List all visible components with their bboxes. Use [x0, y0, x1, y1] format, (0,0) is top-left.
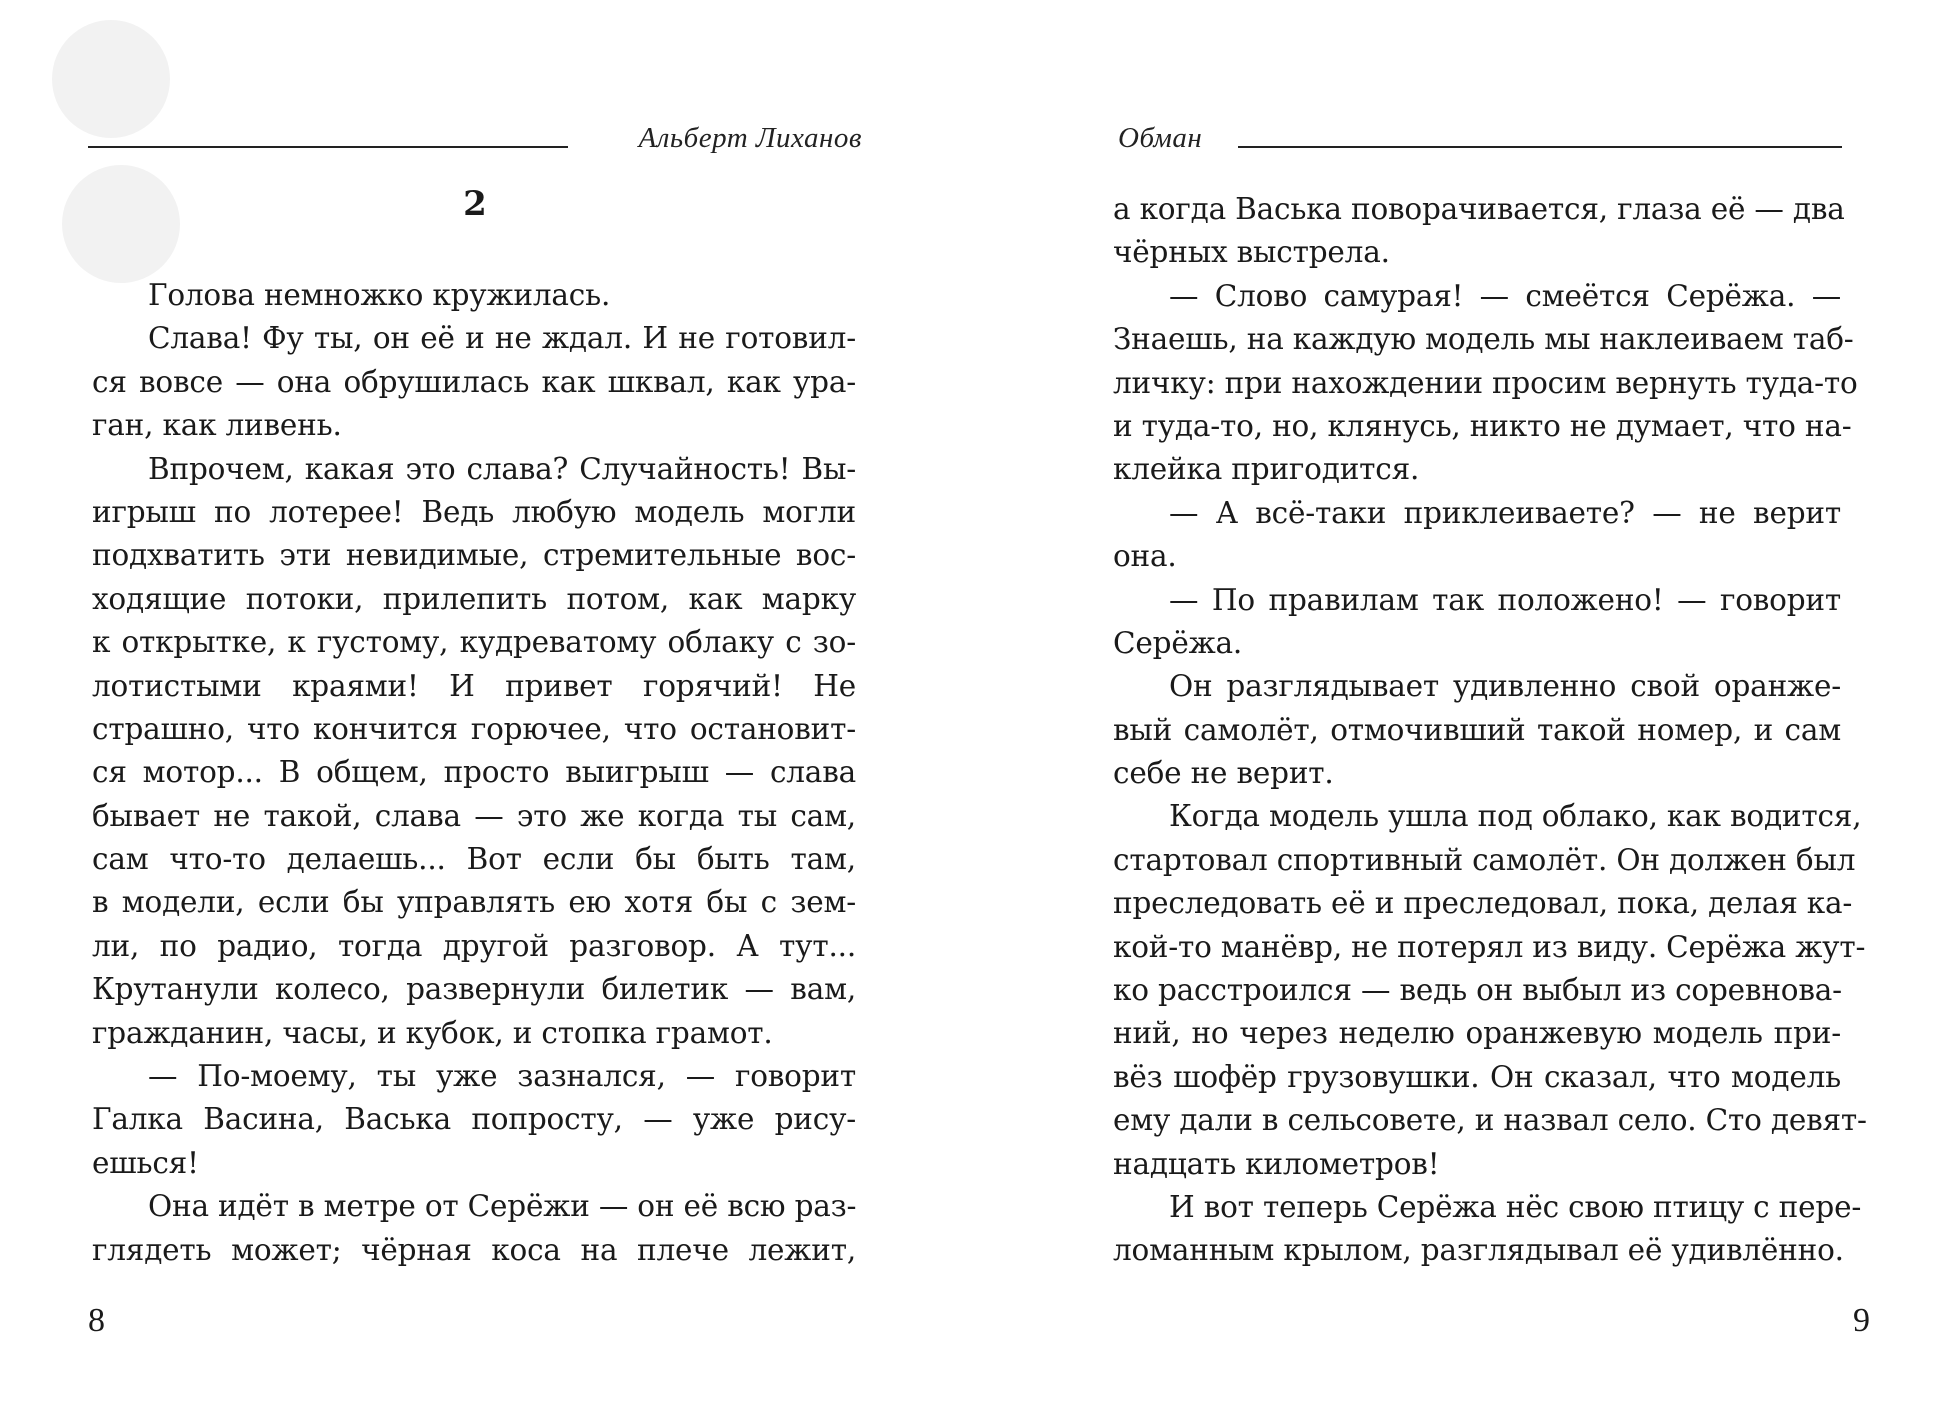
text-line: — По-моему, ты уже зазнался, — говорит: [148, 1059, 856, 1094]
text-line: — Слово самурая! — смеётся Серёжа. —: [1169, 278, 1841, 313]
text-line: Галка Васина, Васька попросту, — уже рису-: [92, 1102, 856, 1137]
text-line: Серёжа.: [1113, 625, 1243, 660]
book-title: Обман: [1118, 122, 1203, 154]
text-line: ломанным крылом, разглядывал её удивлённо.: [1113, 1233, 1844, 1268]
text-line: Впрочем, какая это слава? Случайность! Вы-: [148, 451, 856, 486]
body-text: [1113, 188, 1867, 1273]
decorative-circle: [62, 165, 180, 283]
text-line: ешься!: [92, 1145, 199, 1180]
text-line: Знаешь, на каждую модель мы наклеиваем таб-: [1113, 322, 1854, 357]
text-line: преследовать её и преследовал, пока, делая ка-: [1113, 886, 1853, 921]
text-line: себе не верит.: [1113, 756, 1334, 791]
text-line: в модели, если бы управлять ею хотя бы с зем-: [92, 885, 856, 920]
body-text: [92, 274, 856, 1272]
text-line: ко расстроился — ведь он выбыл из соревнова-: [1113, 973, 1842, 1008]
text-line: игрыш по лотерее! Ведь любую модель могли: [92, 494, 856, 529]
text-line: стартовал спортивный самолёт. Он должен был: [1113, 842, 1856, 877]
text-line: ходящие потоки, прилепить потом, как марку: [92, 581, 856, 616]
text-line: ний, но через неделю оранжевую модель при-: [1113, 1016, 1841, 1051]
page-number: 8: [88, 1302, 105, 1339]
text-line: вый самолёт, отмочивший такой номер, и сам: [1113, 712, 1841, 747]
text-line: — По правилам так положено! — говорит: [1169, 582, 1841, 617]
text-line: и туда-то, но, клянусь, никто не думает, что на-: [1113, 408, 1852, 443]
text-line: Слава! Фу ты, он её и не ждал. И не готовил-: [148, 321, 856, 356]
text-line: чёрных выстрела.: [1113, 235, 1390, 270]
text-line: И вот теперь Серёжа нёс свою птицу с пере-: [1169, 1189, 1862, 1224]
text-line: страшно, что кончится горючее, что остановит-: [92, 711, 856, 746]
text-line: Она идёт в метре от Серёжи — он её всю раз-: [148, 1189, 857, 1224]
text-line: к открытке, к густому, кудреватому облаку с зо-: [92, 625, 856, 660]
text-line: бывает не такой, слава — это же когда ты сам,: [92, 798, 856, 833]
text-line: сам что-то делаешь... Вот если бы быть там,: [92, 842, 856, 877]
text-line: личку: при нахождении просим вернуть туда-то: [1113, 365, 1858, 400]
header-rule: [1238, 146, 1842, 148]
page-number: 9: [1853, 1302, 1870, 1339]
right-page: [972, 0, 1943, 1408]
text-line: подхватить эти невидимые, стремительные вос-: [92, 538, 856, 573]
text-line: — А всё-таки приклеиваете? — не верит: [1169, 495, 1841, 530]
text-line: Он разглядывает удивленно свой оранже-: [1169, 669, 1841, 704]
text-line: она.: [1113, 539, 1177, 574]
text-line: Голова немножко кружилась.: [148, 278, 611, 312]
text-line: Крутанули колесо, развернули билетик — вам,: [92, 972, 856, 1007]
author-name: Альберт Лиханов: [638, 122, 862, 154]
left-page: [0, 0, 971, 1408]
text-line: кой-то манёвр, не потерял из виду. Серёжа жут-: [1113, 929, 1866, 964]
text-line: глядеть может; чёрная коса на плече лежит,: [92, 1232, 856, 1267]
text-line: ся вовсе — она обрушилась как шквал, как ура-: [92, 364, 856, 399]
running-head: [88, 122, 862, 172]
running-head: [1118, 122, 1842, 172]
text-line: ся мотор... В общем, просто выигрыш — слава: [92, 755, 856, 790]
text-line: гражданин, часы, и кубок, и стопка грамот.: [92, 1015, 773, 1050]
text-line: ли, по радио, тогда другой разговор. А тут...: [92, 928, 856, 963]
decorative-circle: [52, 20, 170, 138]
text-line: надцать километров!: [1113, 1146, 1440, 1181]
text-line: вёз шофёр грузовушки. Он сказал, что модель: [1113, 1059, 1841, 1094]
text-line: клейка пригодится.: [1113, 452, 1420, 487]
header-rule: [88, 146, 568, 148]
chapter-number: 2: [463, 184, 487, 224]
text-line: Когда модель ушла под облако, как водится,: [1169, 799, 1862, 834]
text-line: ган, как ливень.: [92, 408, 342, 443]
text-line: а когда Васька поворачивается, глаза её — два: [1113, 192, 1845, 226]
text-line: ему дали в сельсовете, и назвал село. Сто девят-: [1113, 1103, 1867, 1138]
text-line: лотистыми краями! И привет горячий! Не: [92, 668, 856, 703]
